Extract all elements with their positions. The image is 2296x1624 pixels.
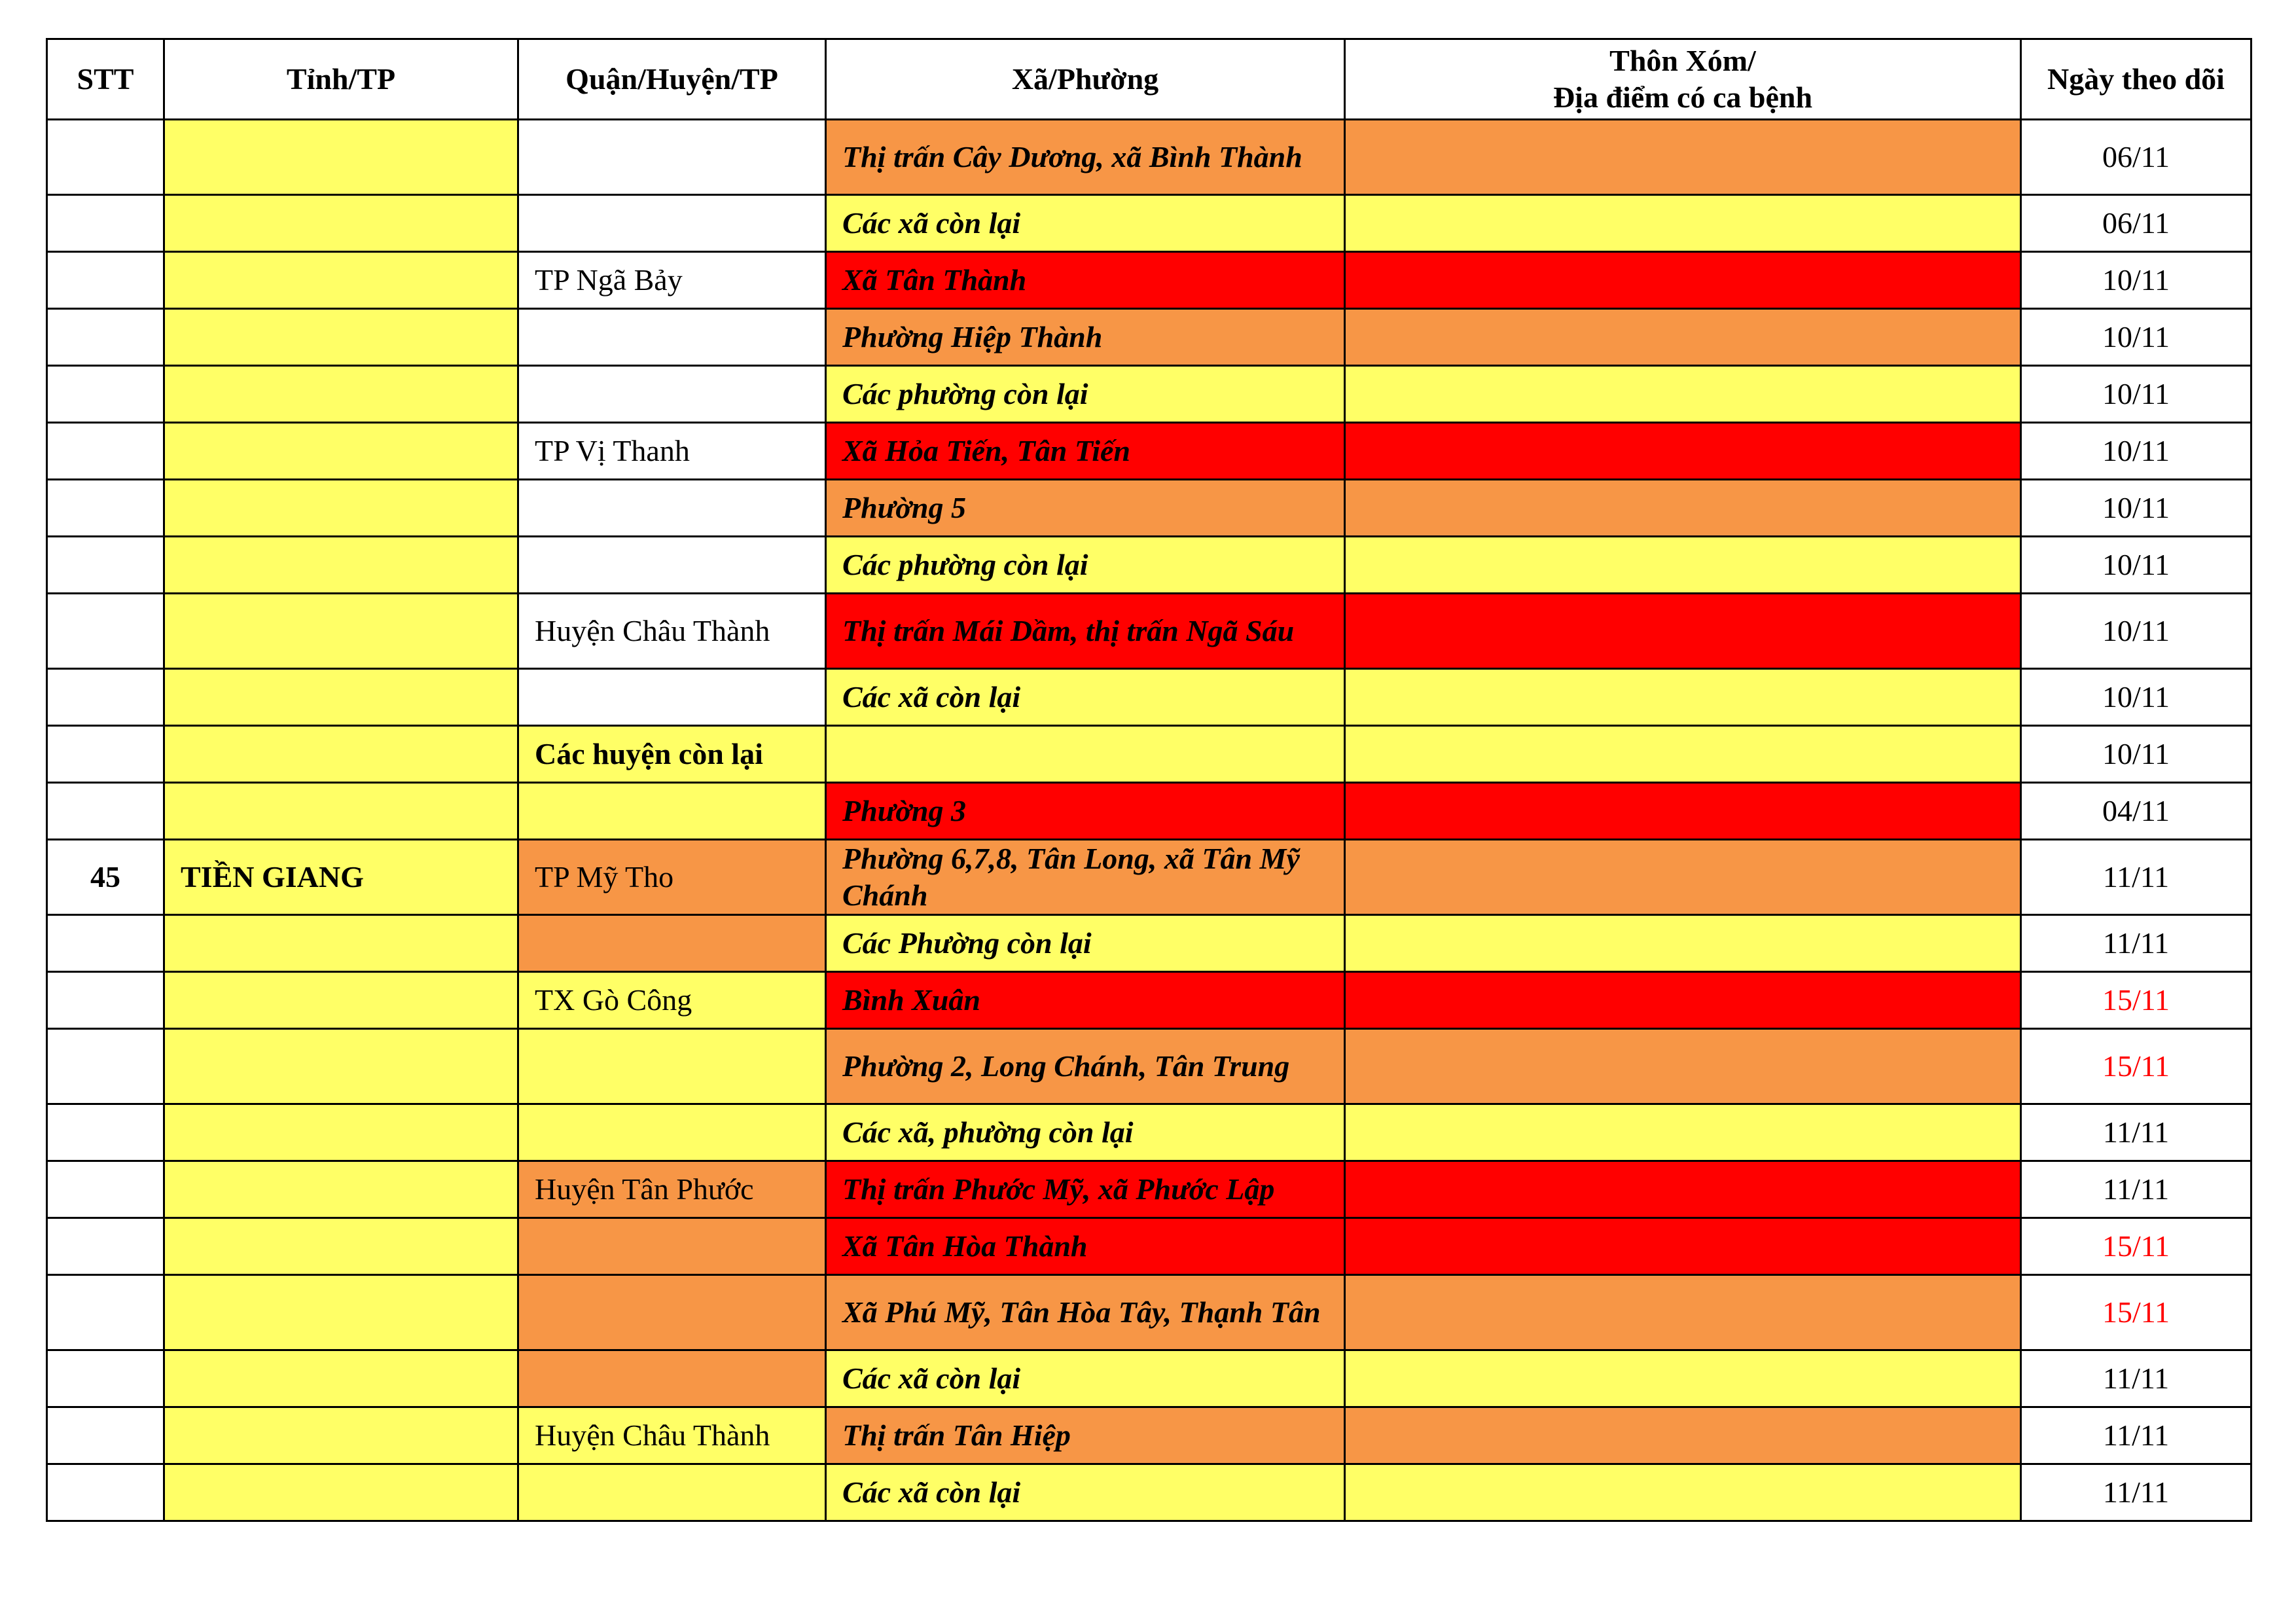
- district-cell: [518, 120, 826, 195]
- stt-cell: [47, 423, 164, 480]
- province-cell: [164, 252, 518, 309]
- date-cell: 11/11: [2021, 1464, 2251, 1521]
- place-cell: [1345, 1029, 2021, 1104]
- district-cell: [518, 669, 826, 726]
- table-row: [47, 1464, 2251, 1521]
- province-cell: TIỀN GIANG: [164, 840, 518, 915]
- date-cell: 10/11: [2021, 669, 2251, 726]
- header-ward: Xã/Phường: [826, 39, 1345, 120]
- province-cell: [164, 366, 518, 423]
- covid-level-table-page: [46, 38, 2250, 1522]
- ward-cell: Các phường còn lại: [826, 537, 1345, 594]
- province-cell: [164, 1275, 518, 1350]
- stt-cell: [47, 309, 164, 366]
- date-cell: 04/11: [2021, 783, 2251, 840]
- header-province: Tỉnh/TP: [164, 39, 518, 120]
- table-row: [47, 1275, 2251, 1350]
- table-row: [47, 423, 2251, 480]
- stt-cell: [47, 366, 164, 423]
- province-cell: [164, 972, 518, 1029]
- table-row: [47, 594, 2251, 669]
- ward-cell: Phường 3: [826, 783, 1345, 840]
- district-cell: TX Gò Công: [518, 972, 826, 1029]
- district-cell: TP Mỹ Tho: [518, 840, 826, 915]
- province-cell: [164, 1218, 518, 1275]
- stt-cell: [47, 972, 164, 1029]
- ward-cell: Phường Hiệp Thành: [826, 309, 1345, 366]
- ward-cell: Các xã còn lại: [826, 1350, 1345, 1407]
- ward-cell: Thị trấn Phước Mỹ, xã Phước Lập: [826, 1161, 1345, 1218]
- header-place-line2: Địa điểm có ca bệnh: [1552, 81, 1813, 114]
- district-cell: [518, 366, 826, 423]
- table-row: [47, 309, 2251, 366]
- province-cell: [164, 423, 518, 480]
- place-cell: [1345, 1275, 2021, 1350]
- ward-cell: Các xã, phường còn lại: [826, 1104, 1345, 1161]
- stt-cell: [47, 252, 164, 309]
- date-cell: 10/11: [2021, 366, 2251, 423]
- place-cell: [1345, 726, 2021, 783]
- table-row: [47, 1104, 2251, 1161]
- table-row: [47, 480, 2251, 537]
- place-cell: [1345, 195, 2021, 252]
- place-cell: [1345, 1464, 2021, 1521]
- district-cell: [518, 1464, 826, 1521]
- stt-cell: [47, 1407, 164, 1464]
- district-cell: [518, 1218, 826, 1275]
- place-cell: [1345, 120, 2021, 195]
- district-cell: [518, 195, 826, 252]
- province-cell: [164, 1104, 518, 1161]
- place-cell: [1345, 783, 2021, 840]
- place-cell: [1345, 252, 2021, 309]
- date-cell: 10/11: [2021, 423, 2251, 480]
- date-cell: 15/11: [2021, 1218, 2251, 1275]
- table-row: [47, 1161, 2251, 1218]
- stt-cell: [47, 915, 164, 972]
- date-cell: 10/11: [2021, 594, 2251, 669]
- ward-cell: Thị trấn Tân Hiệp: [826, 1407, 1345, 1464]
- place-cell: [1345, 669, 2021, 726]
- province-cell: [164, 1407, 518, 1464]
- ward-cell: Bình Xuân: [826, 972, 1345, 1029]
- district-cell: [518, 1104, 826, 1161]
- header-district: Quận/Huyện/TP: [518, 39, 826, 120]
- date-cell: 11/11: [2021, 915, 2251, 972]
- stt-cell: [47, 1275, 164, 1350]
- header-date: Ngày theo dõi: [2021, 39, 2251, 120]
- table-row: [47, 783, 2251, 840]
- province-cell: [164, 669, 518, 726]
- date-cell: 06/11: [2021, 195, 2251, 252]
- date-cell: 11/11: [2021, 1407, 2251, 1464]
- date-cell: 15/11: [2021, 1029, 2251, 1104]
- date-cell: 10/11: [2021, 309, 2251, 366]
- stt-cell: [47, 195, 164, 252]
- ward-cell: Các xã còn lại: [826, 1464, 1345, 1521]
- province-cell: [164, 1464, 518, 1521]
- stt-cell: [47, 1464, 164, 1521]
- province-cell: [164, 1161, 518, 1218]
- date-cell: 10/11: [2021, 537, 2251, 594]
- place-cell: [1345, 972, 2021, 1029]
- date-cell: 15/11: [2021, 972, 2251, 1029]
- place-cell: [1345, 537, 2021, 594]
- table-row: [47, 252, 2251, 309]
- place-cell: [1345, 840, 2021, 915]
- header-place-line1: Thôn Xóm/: [1609, 44, 1756, 77]
- place-cell: [1345, 1104, 2021, 1161]
- table-row: [47, 195, 2251, 252]
- date-cell: 10/11: [2021, 480, 2251, 537]
- table-row: [47, 1407, 2251, 1464]
- district-cell: Huyện Châu Thành: [518, 1407, 826, 1464]
- date-cell: 11/11: [2021, 1161, 2251, 1218]
- ward-cell: [826, 726, 1345, 783]
- province-cell: [164, 1029, 518, 1104]
- stt-cell: [47, 1161, 164, 1218]
- district-cell: TP Vị Thanh: [518, 423, 826, 480]
- table-row: [47, 915, 2251, 972]
- date-cell: 11/11: [2021, 1104, 2251, 1161]
- district-cell: [518, 783, 826, 840]
- place-cell: [1345, 480, 2021, 537]
- stt-cell: [47, 726, 164, 783]
- table-row: [47, 726, 2251, 783]
- place-cell: [1345, 915, 2021, 972]
- place-cell: [1345, 309, 2021, 366]
- table-row: [47, 1218, 2251, 1275]
- place-cell: [1345, 423, 2021, 480]
- header-place: [1345, 39, 2021, 120]
- district-cell: [518, 1029, 826, 1104]
- date-cell: 10/11: [2021, 252, 2251, 309]
- table-body: [47, 120, 2251, 1521]
- table-row: [47, 1029, 2251, 1104]
- stt-cell: [47, 669, 164, 726]
- province-cell: [164, 915, 518, 972]
- province-cell: [164, 195, 518, 252]
- date-cell: 10/11: [2021, 726, 2251, 783]
- table-row: [47, 1350, 2251, 1407]
- table-row: [47, 120, 2251, 195]
- stt-cell: [47, 594, 164, 669]
- district-cell: Các huyện còn lại: [518, 726, 826, 783]
- place-cell: [1345, 1218, 2021, 1275]
- province-cell: [164, 726, 518, 783]
- stt-cell: [47, 1218, 164, 1275]
- province-cell: [164, 594, 518, 669]
- table-row: [47, 972, 2251, 1029]
- ward-cell: Thị trấn Cây Dương, xã Bình Thành: [826, 120, 1345, 195]
- ward-cell: Các phường còn lại: [826, 366, 1345, 423]
- stt-cell: [47, 1104, 164, 1161]
- district-cell: [518, 915, 826, 972]
- table-row: [47, 669, 2251, 726]
- province-cell: [164, 1350, 518, 1407]
- date-cell: 15/11: [2021, 1275, 2251, 1350]
- table-row: [47, 537, 2251, 594]
- province-cell: [164, 480, 518, 537]
- district-cell: [518, 1275, 826, 1350]
- covid-level-table: [46, 38, 2252, 1522]
- district-cell: [518, 1350, 826, 1407]
- district-cell: Huyện Châu Thành: [518, 594, 826, 669]
- district-cell: [518, 480, 826, 537]
- ward-cell: Xã Phú Mỹ, Tân Hòa Tây, Thạnh Tân: [826, 1275, 1345, 1350]
- place-cell: [1345, 594, 2021, 669]
- ward-cell: Phường 5: [826, 480, 1345, 537]
- province-cell: [164, 783, 518, 840]
- district-cell: Huyện Tân Phước: [518, 1161, 826, 1218]
- stt-cell: [47, 1350, 164, 1407]
- stt-cell: [47, 1029, 164, 1104]
- header-row: [47, 39, 2251, 120]
- ward-cell: Các xã còn lại: [826, 669, 1345, 726]
- ward-cell: Các xã còn lại: [826, 195, 1345, 252]
- date-cell: 11/11: [2021, 840, 2251, 915]
- province-cell: [164, 120, 518, 195]
- ward-cell: Thị trấn Mái Dầm, thị trấn Ngã Sáu: [826, 594, 1345, 669]
- province-cell: [164, 537, 518, 594]
- district-cell: [518, 309, 826, 366]
- table-row: [47, 366, 2251, 423]
- table-row: [47, 840, 2251, 915]
- date-cell: 11/11: [2021, 1350, 2251, 1407]
- stt-cell: [47, 480, 164, 537]
- place-cell: [1345, 1350, 2021, 1407]
- ward-cell: Phường 2, Long Chánh, Tân Trung: [826, 1029, 1345, 1104]
- ward-cell: Xã Tân Thành: [826, 252, 1345, 309]
- date-cell: 06/11: [2021, 120, 2251, 195]
- ward-cell: Phường 6,7,8, Tân Long, xã Tân Mỹ Chánh: [826, 840, 1345, 915]
- place-cell: [1345, 366, 2021, 423]
- stt-cell: [47, 783, 164, 840]
- district-cell: TP Ngã Bảy: [518, 252, 826, 309]
- province-cell: [164, 309, 518, 366]
- ward-cell: Các Phường còn lại: [826, 915, 1345, 972]
- district-cell: [518, 537, 826, 594]
- stt-cell: 45: [47, 840, 164, 915]
- header-stt: STT: [47, 39, 164, 120]
- ward-cell: Xã Hỏa Tiến, Tân Tiến: [826, 423, 1345, 480]
- ward-cell: Xã Tân Hòa Thành: [826, 1218, 1345, 1275]
- stt-cell: [47, 537, 164, 594]
- place-cell: [1345, 1407, 2021, 1464]
- place-cell: [1345, 1161, 2021, 1218]
- stt-cell: [47, 120, 164, 195]
